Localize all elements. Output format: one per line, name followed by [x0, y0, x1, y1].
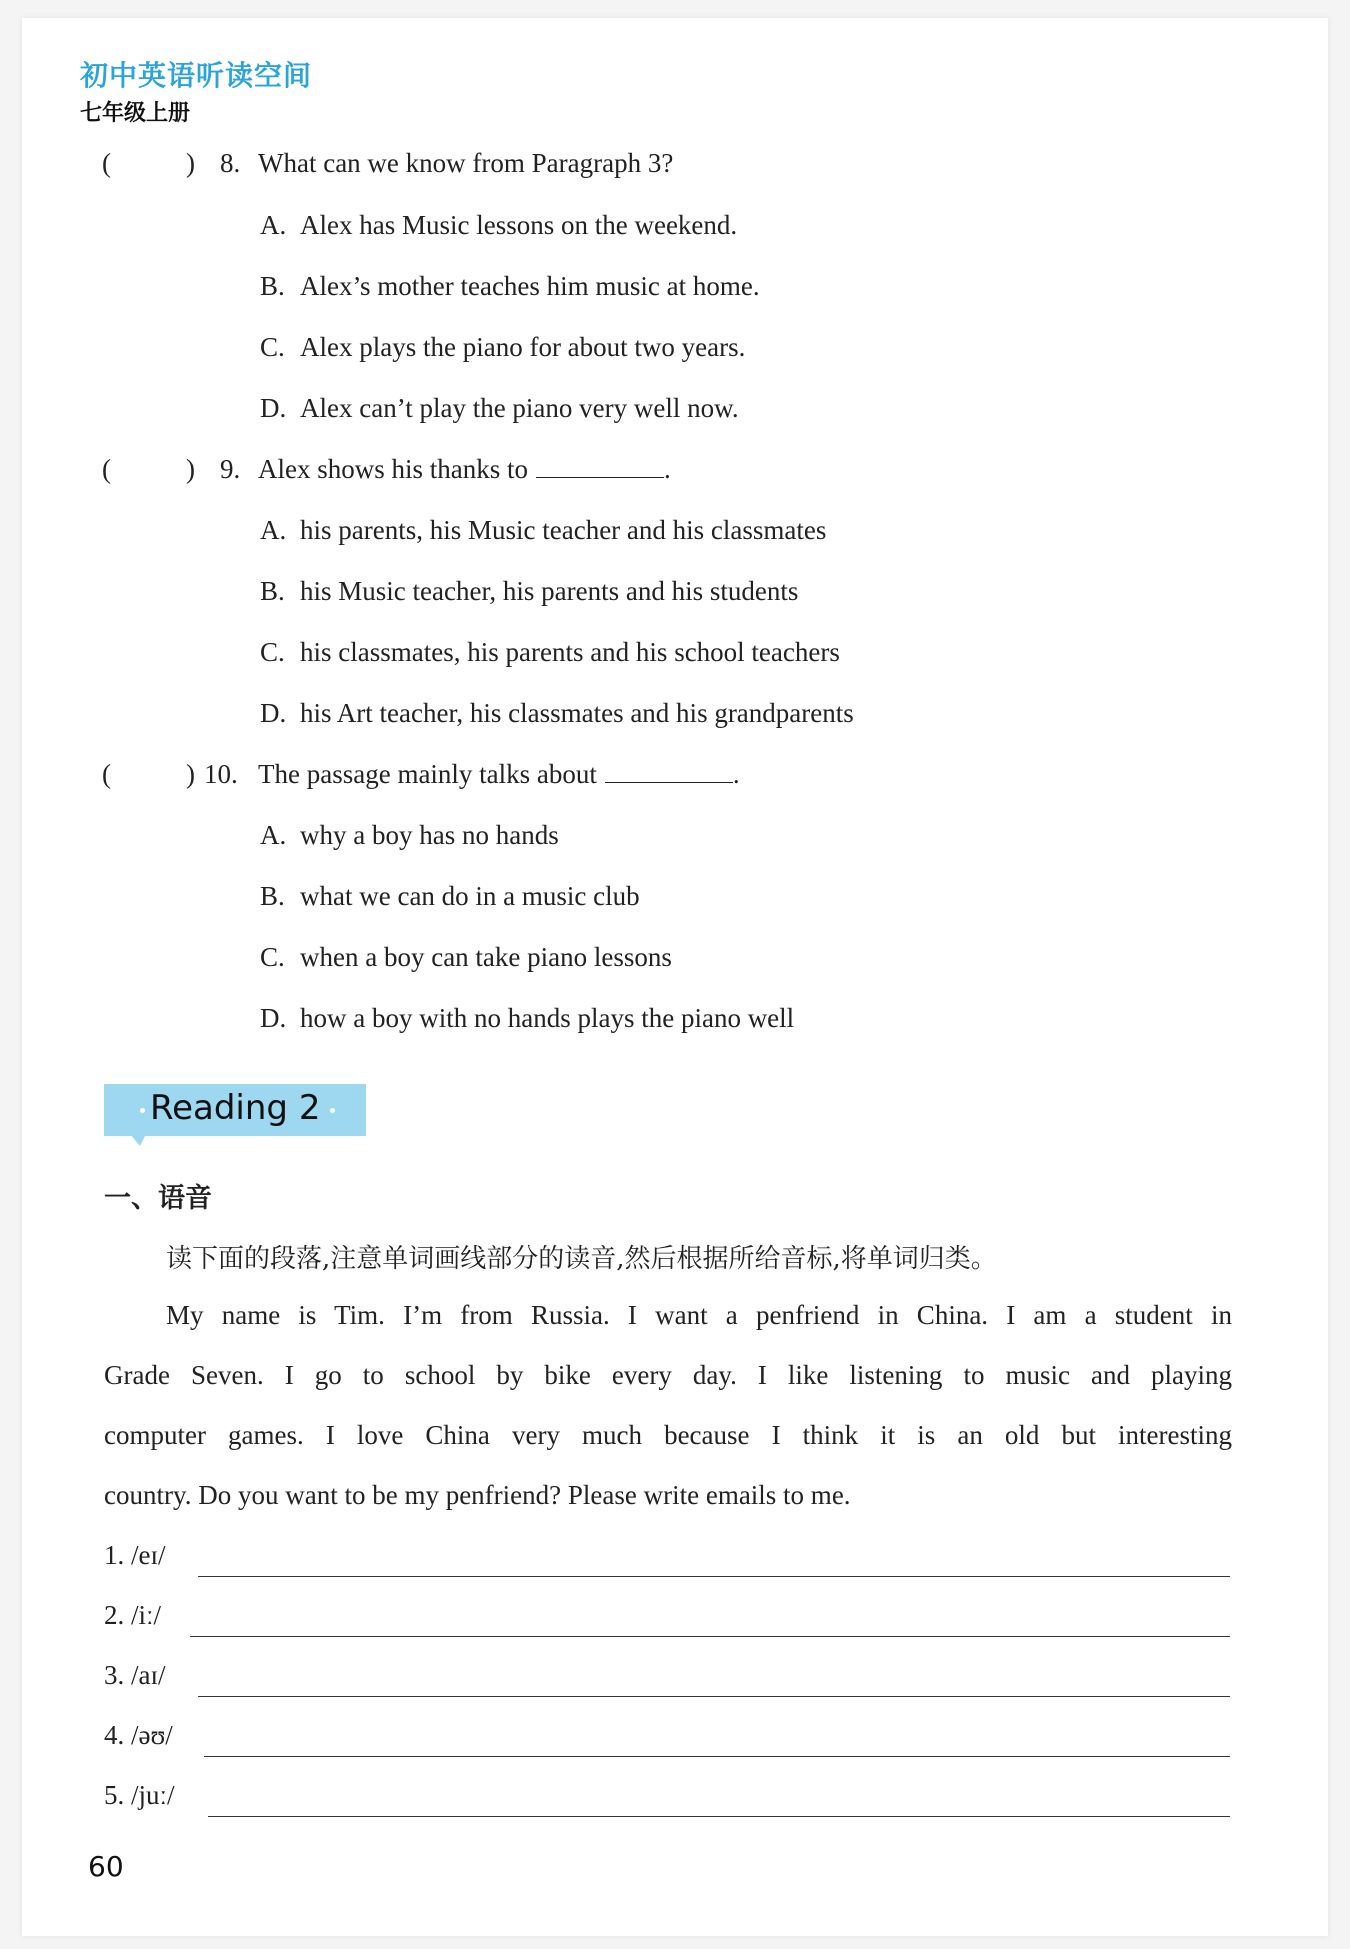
answer-paren-close: ): [186, 148, 195, 178]
question-number: 8.: [220, 148, 241, 178]
question-text: The passage mainly talks about: [258, 759, 597, 789]
question-text-wrap: [258, 454, 671, 485]
answer-line-5[interactable]: [208, 1816, 1230, 1817]
option-text: how a boy with no hands plays the piano well: [300, 1003, 795, 1033]
option-8c: [260, 332, 745, 363]
answer-line-1[interactable]: [198, 1576, 1230, 1577]
option-letter: D.: [260, 698, 287, 728]
option-8d: [260, 393, 739, 424]
option-letter: A.: [260, 210, 287, 240]
option-letter: D.: [260, 1003, 287, 1033]
answer-paren-close: ): [186, 454, 195, 484]
answer-label-5: 5. /juː/: [104, 1780, 175, 1810]
answer-label-3: 3. /aɪ/: [104, 1660, 166, 1690]
option-8b: [260, 271, 760, 302]
banner-tail: [130, 1134, 146, 1146]
option-10c: [260, 942, 672, 973]
question-text: Alex shows his thanks to: [258, 454, 528, 484]
option-letter: C.: [260, 332, 285, 362]
question-end: .: [664, 454, 671, 484]
workbook-page: [22, 18, 1328, 1936]
option-letter: B.: [260, 271, 285, 301]
section-heading: 一、语音: [104, 1183, 212, 1214]
option-text: his parents, his Music teacher and his classmates: [300, 515, 827, 545]
answer-label-4: 4. /əʊ/: [104, 1720, 173, 1750]
option-text: his Art teacher, his classmates and his grandparents: [300, 698, 854, 728]
answer-line-2[interactable]: [190, 1636, 1230, 1637]
option-text: Alex plays the piano for about two years.: [300, 332, 746, 362]
paragraph-line: Grade Seven. I go to school by bike every day. I like listening to music and playing: [104, 1360, 1232, 1390]
question-text: What can we know from Paragraph 3?: [258, 148, 674, 178]
option-text: his classmates, his parents and his school teachers: [300, 637, 840, 667]
option-9c: [260, 637, 840, 668]
paragraph-line: computer games. I love China very much because I think it is an old but interesting: [104, 1420, 1232, 1450]
question-text-wrap: [258, 759, 740, 790]
answer-paren-open: (: [102, 454, 111, 484]
paragraph-line: My name is Tim. I’m from Russia. I want a penfriend in China. I am a student in: [166, 1300, 1232, 1330]
question-end: .: [732, 759, 740, 789]
book-title: 初中英语听读空间: [80, 59, 313, 92]
option-text: why a boy has no hands: [300, 820, 559, 850]
option-letter: D.: [260, 393, 287, 423]
answer-paren-close: ): [186, 759, 195, 789]
option-9b: [260, 576, 798, 607]
fill-blank[interactable]: [605, 760, 733, 783]
option-text: when a boy can take piano lessons: [300, 942, 672, 972]
fill-blank[interactable]: [536, 455, 664, 478]
option-text: his Music teacher, his parents and his students: [300, 576, 799, 606]
grade-label: 七年级上册: [80, 101, 191, 126]
answer-line-4[interactable]: [204, 1756, 1230, 1757]
banner-dot: [140, 1108, 145, 1113]
option-letter: C.: [260, 942, 285, 972]
option-10d: [260, 1003, 794, 1034]
option-10a: [260, 820, 559, 851]
banner-dot: [330, 1108, 335, 1113]
option-letter: A.: [260, 515, 287, 545]
option-9a: [260, 515, 826, 546]
answer-label-1: 1. /eɪ/: [104, 1540, 166, 1570]
option-9d: [260, 698, 854, 729]
option-letter: C.: [260, 637, 285, 667]
option-text: Alex’s mother teaches him music at home.: [300, 271, 760, 301]
answer-label-2: 2. /iː/: [104, 1600, 162, 1630]
page-number: 60: [88, 1850, 124, 1883]
option-letter: B.: [260, 881, 285, 911]
option-letter: B.: [260, 576, 285, 606]
paragraph-line: country. Do you want to be my penfriend? Please write emails to me.: [104, 1480, 851, 1510]
answer-line-3[interactable]: [198, 1696, 1230, 1697]
option-10b: [260, 881, 640, 912]
reading-title: Reading 2: [150, 1088, 321, 1128]
instruction-text: 读下面的段落,注意单词画线部分的读音,然后根据所给音标,将单词归类。: [166, 1244, 997, 1274]
option-text: what we can do in a music club: [300, 881, 640, 911]
answer-paren-open: (: [102, 148, 111, 178]
option-8a: [260, 210, 737, 241]
question-number: 10.: [204, 759, 238, 789]
question-number: 9.: [220, 454, 241, 484]
answer-paren-open: (: [102, 759, 111, 789]
option-text: Alex has Music lessons on the weekend.: [300, 210, 738, 240]
option-letter: A.: [260, 820, 287, 850]
option-text: Alex can’t play the piano very well now.: [300, 393, 739, 423]
